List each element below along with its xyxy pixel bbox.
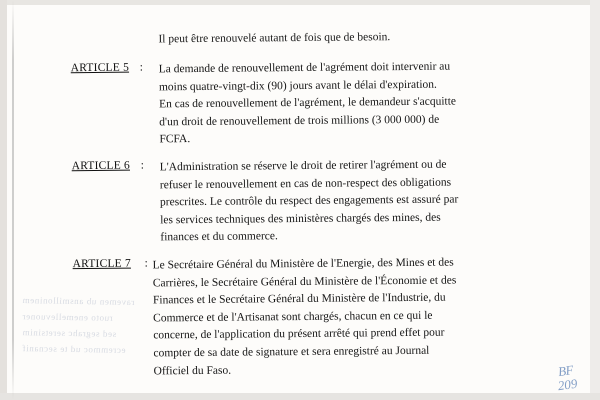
article-6-label: ARTICLE 6: [71, 159, 131, 173]
article-7-line: concerne, de l'application du présent arrêté qui prend effet pour: [153, 326, 445, 342]
bleed-through-text: sed segrahc seretsinim: [21, 327, 117, 339]
article-6-line: refuser le renouvellement en cas de non-respect des obligations: [159, 176, 452, 191]
article-6-line: L'Administration se réserve le droit de retirer l'agrément ou de: [159, 158, 447, 174]
article-7-body: [153, 254, 554, 381]
article-5-line: FCFA.: [159, 133, 191, 146]
article-6-line: les services techniques des ministères chargés des mines, des: [160, 211, 441, 227]
article-5-line: En cas de renouvellement de l'agrément, le demandeur s'acquitte: [159, 95, 457, 111]
article-5-body: [159, 58, 552, 150]
article-7-line: Commerce et de l'Artisanat sont chargés, chacun en ce qui le: [153, 309, 433, 325]
article-7-line: compter de sa date de signature et sera enregistré au Journal: [153, 344, 430, 360]
article-5-separator: :: [139, 61, 143, 74]
article-5-label: ARTICLE 5: [70, 61, 130, 75]
intro-paragraph: Il peut être renouvelé autant de fois que de besoin.: [158, 31, 391, 46]
article-5-line: moins quatre-vingt-dix (90) jours avant le délai d'expiration.: [158, 78, 437, 93]
article-6-body: [160, 156, 553, 248]
article-7-label: ARTICLE 7: [72, 257, 131, 271]
article-5-line: d'un droit de renouvellement de trois millions (3 000 000) de: [159, 113, 440, 129]
article-7-line: Officiel du Faso.: [153, 364, 232, 377]
article-7-line: Carrières, le Secrétaire Général du Ministère de l'Économie et des: [152, 274, 457, 290]
article-7-line: Finances et le Secrétaire Général du Ministère de l'Industrie, du: [152, 291, 446, 307]
article-6-line: prescrites. Le contrôle du respect des engagements est assuré par: [159, 193, 459, 209]
article-5: [70, 57, 571, 146]
bleed-through-text: ruoto enemellevuoner: [21, 311, 113, 323]
article-6-separator: :: [140, 159, 144, 172]
article-6: [71, 155, 572, 244]
bleed-through-text: ecremmoc ud te secnanif: [21, 343, 126, 355]
article-7-separator: :: [144, 257, 148, 270]
stamp-text-top: BF: [557, 362, 574, 380]
article-7-line: Le Secrétaire Général du Ministère de l'Energie, des Mines et des: [152, 256, 454, 272]
article-5-line: La demande de renouvellement de l'agrément doit intervenir au: [158, 60, 451, 76]
bleed-through-text: ravemen ub ansmilloninem: [21, 295, 135, 307]
stamp-text-bottom: 209: [556, 375, 579, 394]
article-6-line: finances et du commerce.: [160, 230, 278, 244]
